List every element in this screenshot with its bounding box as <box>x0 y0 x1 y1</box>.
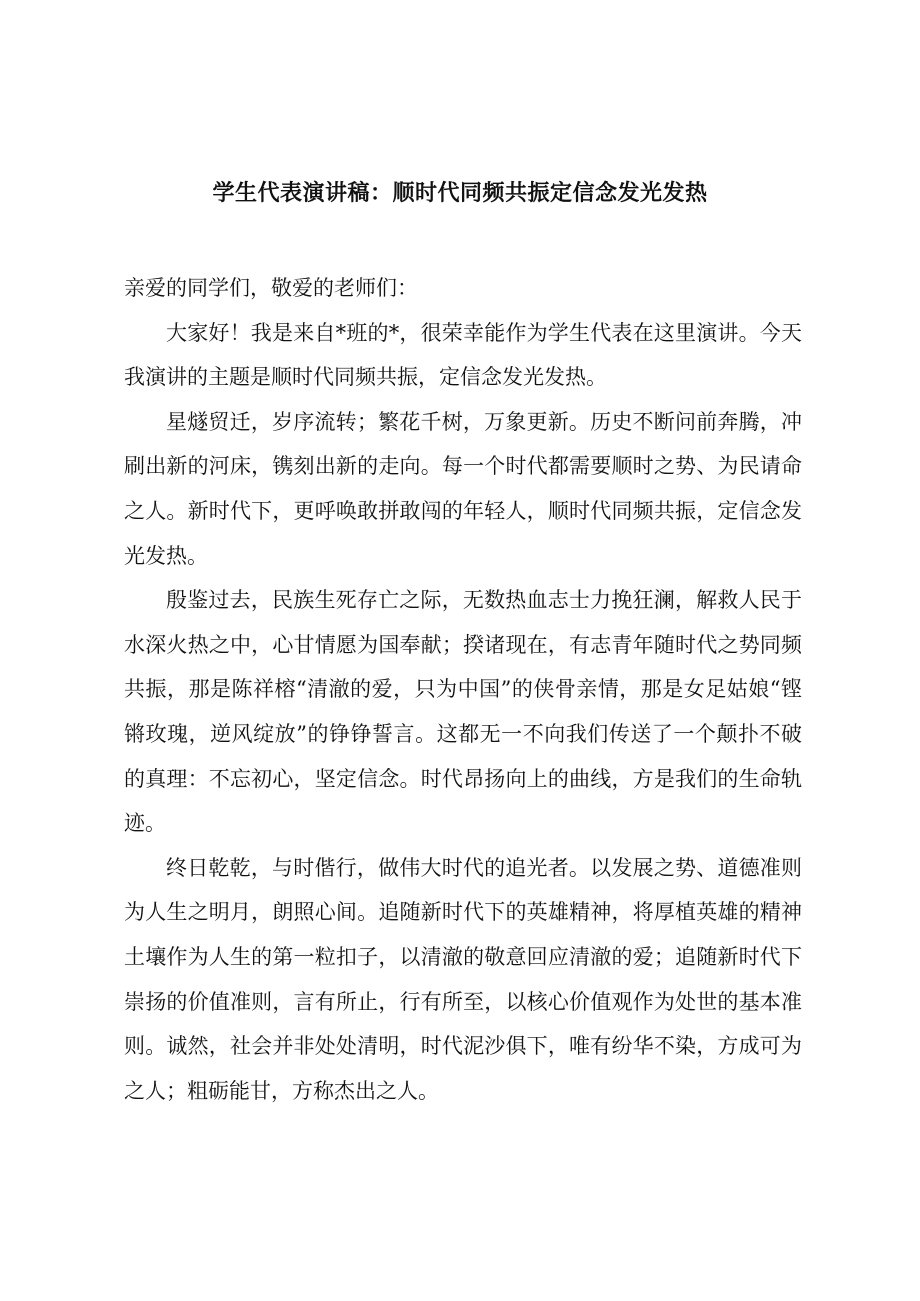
paragraph-3: 殷鉴过去，民族生死存亡之际，无数热血志士力挽狂澜，解救人民于水深火热之中，心甘情愿为国奉献；揆诸现在，有志青年随时代之势同频共振，那是陈祥榕“清澈的爱，只为中国”的侠骨亲情，那是女足姑娘“铿锵玫瑰，逆风绽放”的铮铮誓言。这都无一不向我们传送了一个颠扑不破的真理：不忘初心，坚定信念。时代昂扬向上的曲线，方是我们的生命轨迹。 <box>124 588 802 836</box>
document-title: 学生代表演讲稿：顺时代同频共振定信念发光发热 <box>212 181 708 206</box>
document-body <box>124 266 802 1113</box>
paragraph-4: 终日乾乾，与时偕行，做伟大时代的追光者。以发展之势、道德准则为人生之明月，朗照心间。追随新时代下的英雄精神，将厚植英雄的精神土壤作为人生的第一粒扣子，以清澈的敬意回应清澈的爱；追随新时代下崇扬的价值准则，言有所止，行有所至，以核心价值观作为处世的基本准则。诚然，社会并非处处清明，时代泥沙俱下，唯有纷华不染，方成可为之人；粗砺能甘，方称杰出之人。 <box>124 855 802 1103</box>
paragraph-2: 星燧贸迁，岁序流转；繁花千树，万象更新。历史不断问前奔腾，冲刷出新的河床，镌刻出新的走向。每一个时代都需要顺时之势、为民请命之人。新时代下，更呼唤敢拼敢闯的年轻人，顺时代同频共振，定信念发光发热。 <box>124 409 802 568</box>
paragraph-1: 大家好！我是来自*班的*，很荣幸能作为学生代表在这里演讲。今天我演讲的主题是顺时代同频共振，定信念发光发热。 <box>124 320 802 390</box>
greeting-line: 亲爱的同学们，敬爱的老师们： <box>124 276 418 300</box>
